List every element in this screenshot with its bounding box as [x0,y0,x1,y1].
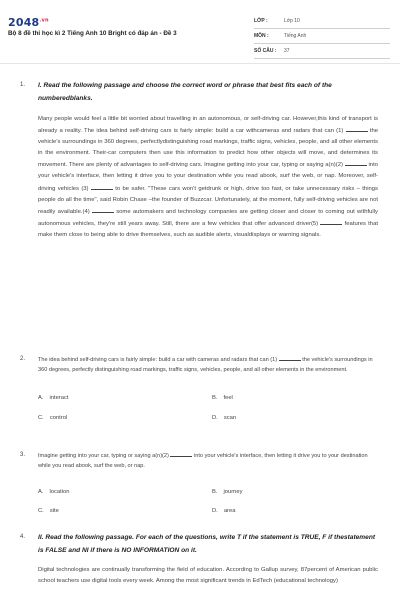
passage-text: Many people would feel a little bit worried about travelling in an autonomous, or self-driving car. However,this kind of transport is already a reality. The idea behind self-driving cars is fairly simple: build a car withcameras and radars that can (1) [38,116,378,135]
option-a[interactable] [38,487,69,498]
option-letter: D. [212,508,218,514]
option-text: location [49,489,70,495]
option-text: scan [223,415,237,421]
site-logo[interactable] [8,16,49,29]
blank-1 [279,354,301,361]
option-letter: C. [38,508,44,514]
option-text: journey [223,489,243,495]
question-2 [20,354,380,433]
option-letter: A. [38,489,44,495]
option-text: feel [223,395,233,401]
option-letter: B. [212,395,218,401]
option-text: interact [49,395,69,401]
option-text: control [49,415,68,421]
option-b[interactable] [212,487,243,498]
blank-4 [92,206,114,213]
meta-label: LỚP : [254,18,268,24]
meta-value: 37 [284,48,290,54]
passage-text: to be safer. "These cars won't getdrunk or high, drive too fast, or take unnecessary risks – things people do all the time", said Robin Chase –the founder of Buzzcar. Unfortunately, at the moment, fully self-driving vehicles are not readily available.(4) [38,185,378,215]
option-d[interactable] [212,413,236,424]
question-instruction: I. Read the following passage and choose the correct word or phrase that best fits each of the numberedblanks. [38,82,332,102]
stem-text: The idea behind self-driving cars is fairly simple: build a car with cameras and radars that can (1) [38,357,279,363]
blank-2 [170,450,192,457]
logo-text: 2048 [8,16,40,29]
passage-text: the vehicle's surroundings in 360 degrees, perfectlydistinguishing road markings, traffic signs, vehicles, people, and all other elements in the environment. Their-car computers then use this information to predict how other objects will move, and determines its movement. There are plenty of advantages to self-driving cars. Imagine getting into your car, typing or saying a(n)(2) [38,128,378,169]
meta-table [254,14,390,59]
option-letter: D. [212,415,218,421]
blank-5 [320,218,342,225]
meta-value: Tiếng Anh [284,33,307,39]
meta-row-grade [254,14,390,29]
answer-options [38,383,378,433]
passage-text: features that make them close to being able to drive themselves, such as audible alerts, visualdisplays or warning signals. [38,220,378,238]
meta-label: SỐ CÂU : [254,48,277,54]
passage-text: into your vehicle's interface, then letting it drive you to your destination while you read abook, surf the web, or nap. Moreover, self-driving vehicles (3) [38,162,378,192]
option-letter: B. [212,489,218,495]
question-3 [20,450,380,529]
option-b[interactable] [212,393,233,404]
blank-1 [346,125,368,132]
meta-row-subject [254,29,390,44]
option-letter: C. [38,415,44,421]
passage-text: some automakers and technology companies are getting closer and closer to coming out withfully autonomous vehicles, they're still years away. Still, there are a few vehicles that offer advanced driver(5) [38,208,378,227]
question-number: 3. [20,452,26,458]
question-1 [20,80,380,241]
meta-label: MÔN : [254,33,269,39]
reading-passage: Digital technologies are continually transforming the field of education. According to Gallup survey, 87percent of American public school teachers use digital tools every week. Among the most significant trends in EdTech (educational technology) [38,567,378,585]
stem-text: Imagine getting into your car, typing or saying a(n)(2) [38,453,171,459]
header-divider [0,63,400,64]
blank-2 [345,159,367,166]
option-a[interactable] [38,393,69,404]
answer-options [38,479,378,529]
option-text: site [49,508,59,514]
option-d[interactable] [212,506,235,517]
option-text: area [223,508,236,514]
blank-3 [91,183,113,190]
question-number: 2. [20,356,26,362]
option-letter: A. [38,395,44,401]
question-number: 4. [20,534,26,540]
question-stem [38,450,378,471]
logo-suffix: .vn [39,17,49,24]
document-title: Bộ 8 đề thi học kì 2 Tiếng Anh 10 Bright có đáp án - Đề 3 [8,30,177,37]
stem-text: into your vehicle's interface, then letting it drive you to your destination while you read abook, surf the web, or nap. [38,453,368,469]
question-4 [20,532,380,587]
meta-row-count [254,44,390,59]
reading-passage [38,114,378,241]
page-header [0,0,400,62]
option-c[interactable] [38,413,67,424]
question-instruction: II. Read the following passage. For each of the questions, write T if the statement is TRUE, F if thestatement is FALSE and NI if there is NO INFORMATION on it. [38,534,376,554]
option-c[interactable] [38,506,59,517]
meta-value: Lớp 10 [284,18,300,24]
stem-text: the vehicle's surroundings in 360 degrees, perfectly distinguishing road markings, traffic signs, vehicles, people, and all other elements in the environment. [38,357,373,373]
question-stem [38,354,378,375]
question-number: 1. [20,82,26,88]
